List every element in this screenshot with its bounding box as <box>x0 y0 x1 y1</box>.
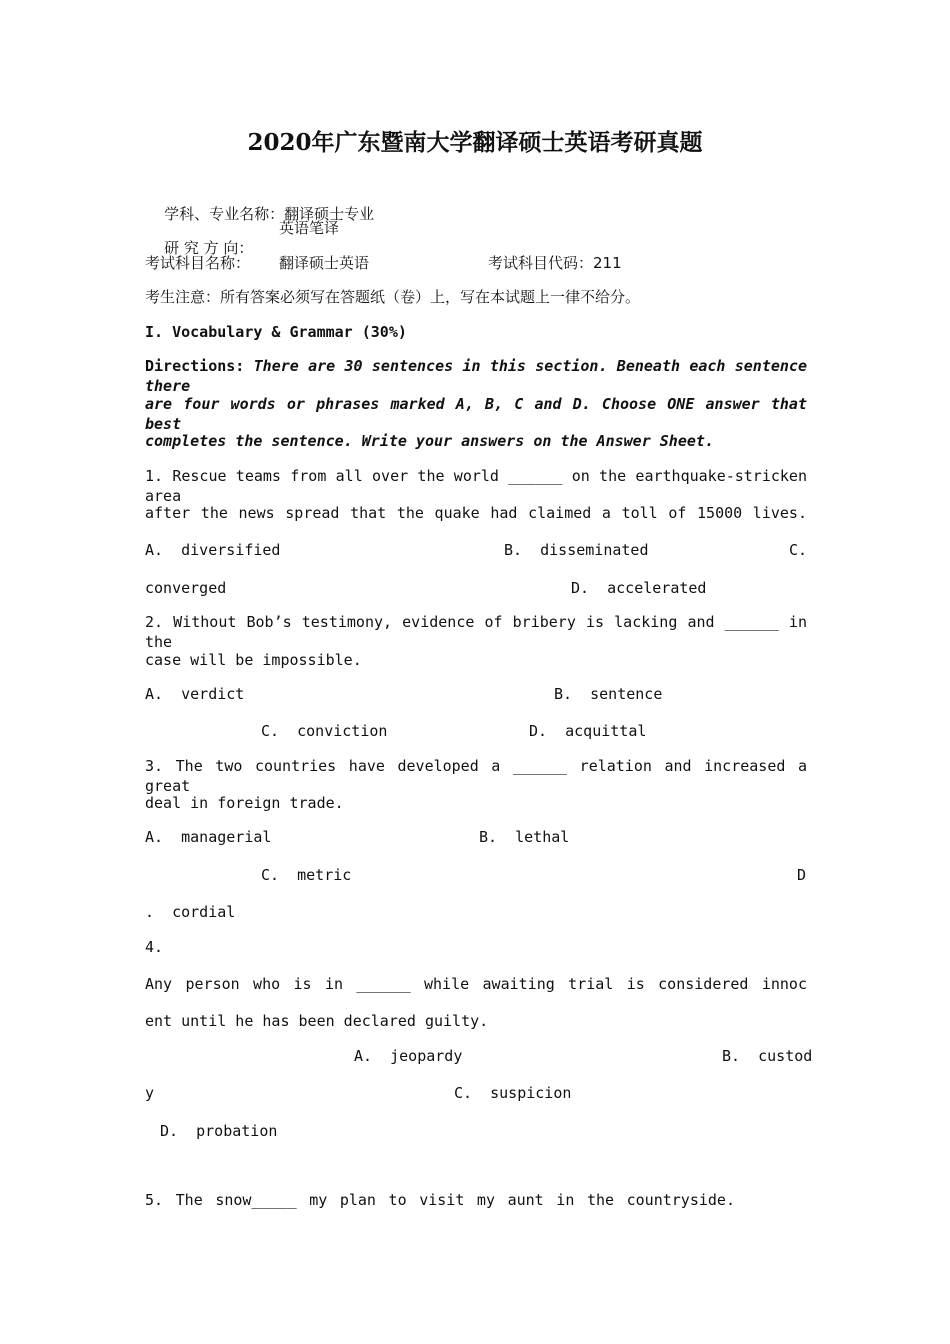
q2-stem-line-2: case will be impossible. <box>145 651 362 669</box>
subject-value: 翻译硕士专业 <box>284 205 375 223</box>
q1-option-c-head: C. <box>789 541 808 559</box>
q3-option-d-tail: . cordial <box>145 903 236 921</box>
page-title: 2020年广东暨南大学翻译硕士英语考研真题 <box>247 129 703 156</box>
exam-label: 考试科目名称： <box>145 254 251 272</box>
code-value: 211 <box>593 254 622 272</box>
directions-line-3: completes the sentence. Write your answers on the Answer Sheet. <box>145 432 714 450</box>
q4-option-b-tail: y <box>145 1084 155 1102</box>
directions-line-2: are four words or phrases marked A, B, C and D. Choose ONE answer that best <box>145 395 807 433</box>
q3-option-b: B. lethal <box>479 828 570 846</box>
q1-option-a: A. diversified <box>145 541 281 559</box>
q2-stem-line-1: 2. Without Bob’s testimony, evidence of bribery is lacking and ______ in the <box>145 613 807 651</box>
q4-stem-line-1: Any person who is in ______ while awaiting trial is considered innoc <box>145 975 807 993</box>
q2-option-b: B. sentence <box>554 685 663 703</box>
q1-stem-line-1: 1. Rescue teams from all over the world ______ on the earthquake-stricken area <box>145 467 807 505</box>
q4-stem-line-2: ent until he has been declared guilty. <box>145 1012 489 1030</box>
q2-option-d: D. acquittal <box>529 722 647 740</box>
direction-value: 英语笔译 <box>279 219 340 237</box>
q1-stem-line-2: after the news spread that the quake had claimed a toll of 15000 lives. <box>145 504 807 522</box>
q4-option-b: B. custod <box>722 1047 813 1065</box>
q4-option-a: A. jeopardy <box>354 1047 463 1065</box>
q2-option-a: A. verdict <box>145 685 245 703</box>
directions-line-1 <box>145 356 807 396</box>
q3-option-c: C. metric <box>261 866 352 884</box>
q5-stem-line-1: 5. The snow_____ my plan to visit my aunt in the countryside. <box>145 1191 735 1209</box>
directions-text-1: There are 30 sentences in this section. Beneath each sentence there <box>145 357 807 395</box>
q3-stem-line-1: 3. The two countries have developed a ______ relation and increased a great <box>145 757 807 795</box>
q4-option-c: C. suspicion <box>454 1084 572 1102</box>
q3-option-a: A. managerial <box>145 828 272 846</box>
direction-label: 研 究 方 向： <box>164 239 254 257</box>
q1-option-b: B. disseminated <box>504 541 649 559</box>
code-label: 考试科目代码： <box>488 254 594 272</box>
q3-stem-line-2: deal in foreign trade. <box>145 794 344 812</box>
q1-option-d: D. accelerated <box>571 579 707 597</box>
q1-option-c-tail: converged <box>145 579 227 597</box>
q2-option-c: C. conviction <box>261 722 388 740</box>
q3-option-d-head: D <box>797 866 807 884</box>
exam-notice: 考生注意：所有答案必须写在答题纸（卷）上，写在本试题上一律不给分。 <box>145 288 641 306</box>
q4-number: 4. <box>145 938 164 956</box>
code-row <box>488 253 622 273</box>
q4-option-d: D. probation <box>160 1122 278 1140</box>
directions-label: Directions: <box>145 357 245 375</box>
section-heading: I. Vocabulary & Grammar (30%) <box>145 323 407 341</box>
exam-value: 翻译硕士英语 <box>279 254 370 272</box>
subject-label: 学科、专业名称： <box>164 205 285 223</box>
